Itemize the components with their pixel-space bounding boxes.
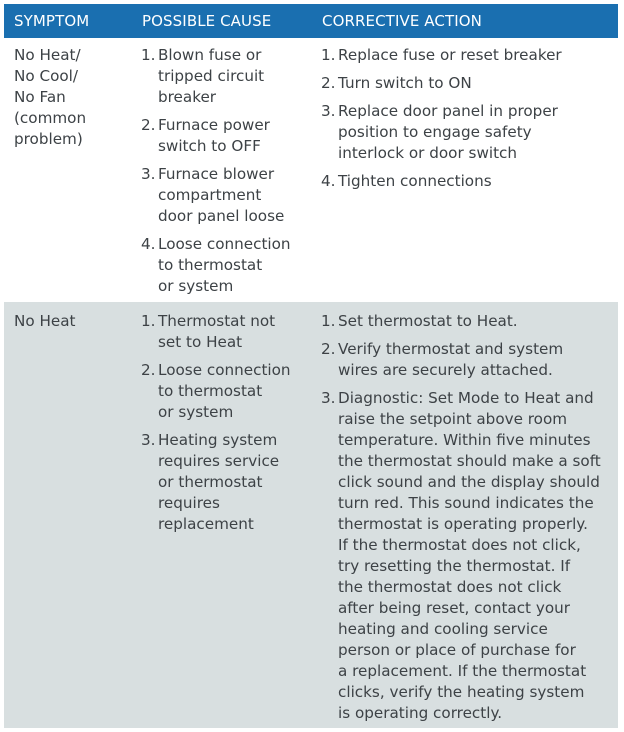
item-text: position to engage safety (338, 123, 532, 141)
action-item (321, 45, 616, 66)
item-number: 3. (321, 389, 336, 407)
item-text: a replacement. If the thermostat (338, 662, 587, 680)
table-row (4, 302, 618, 728)
corrective-action-cell (321, 45, 616, 199)
item-text: raise the setpoint above room (338, 410, 568, 428)
symptom-text: No Heat/ (14, 46, 81, 64)
item-text: Turn switch to ON (338, 74, 472, 92)
item-text: clicks, verify the heating system (338, 683, 585, 701)
item-text: Verify thermostat and system (338, 340, 564, 358)
item-number: 1. (141, 312, 156, 330)
item-text: to thermostat (158, 382, 263, 400)
item-text: the thermostat should make a soft (338, 452, 601, 470)
cause-item (141, 430, 311, 535)
symptom-text: problem) (14, 130, 83, 148)
action-item (321, 311, 616, 332)
item-text: If the thermostat does not click, (338, 536, 581, 554)
item-text: Thermostat not (158, 312, 276, 330)
troubleshooting-table (4, 4, 618, 728)
item-text: Tighten connections (338, 172, 492, 190)
item-text: turn red. This sound indicates the (338, 494, 594, 512)
action-item (321, 171, 616, 192)
item-text: set to Heat (158, 333, 243, 351)
item-text: try resetting the thermostat. If (338, 557, 571, 575)
cause-item (141, 45, 311, 108)
item-text: compartment (158, 186, 262, 204)
item-text: Loose connection (158, 235, 291, 253)
symptom-text: No Fan (14, 88, 66, 106)
action-item (321, 339, 616, 381)
item-text: Loose connection (158, 361, 291, 379)
item-text: Set thermostat to Heat. (338, 312, 518, 330)
header-symptom: SYMPTOM (14, 12, 90, 30)
item-text: thermostat is operating properly. (338, 515, 588, 533)
item-text: or thermostat (158, 473, 263, 491)
item-text: interlock or door switch (338, 144, 518, 162)
action-item (321, 73, 616, 94)
item-text: requires (158, 494, 220, 512)
cause-item (141, 115, 311, 157)
item-text: Replace fuse or reset breaker (338, 46, 562, 64)
table-row (4, 38, 618, 302)
item-number: 1. (321, 312, 336, 330)
corrective-action-cell (321, 311, 616, 731)
item-text: Blown fuse or (158, 46, 262, 64)
cause-item (141, 311, 311, 353)
cause-item (141, 164, 311, 227)
item-number: 3. (321, 102, 336, 120)
possible-cause-cell (141, 45, 311, 304)
item-number: 3. (141, 431, 156, 449)
item-text: or system (158, 277, 234, 295)
item-text: person or place of purchase for (338, 641, 576, 659)
item-number: 2. (141, 361, 156, 379)
item-text: door panel loose (158, 207, 285, 225)
item-text: the thermostat does not click (338, 578, 562, 596)
item-text: to thermostat (158, 256, 263, 274)
possible-cause-cell (141, 311, 311, 542)
item-text: heating and cooling service (338, 620, 548, 638)
item-number: 2. (321, 340, 336, 358)
item-text: wires are securely attached. (338, 361, 553, 379)
cause-item (141, 360, 311, 423)
item-text: Furnace power (158, 116, 270, 134)
item-text: breaker (158, 88, 217, 106)
action-item (321, 388, 616, 724)
item-text: after being reset, contact your (338, 599, 570, 617)
item-text: is operating correctly. (338, 704, 503, 722)
item-text: replacement (158, 515, 254, 533)
item-number: 4. (321, 172, 336, 190)
item-number: 1. (141, 46, 156, 64)
table-header (4, 4, 618, 38)
item-number: 2. (141, 116, 156, 134)
item-text: switch to OFF (158, 137, 261, 155)
item-number: 3. (141, 165, 156, 183)
header-possible-cause: POSSIBLE CAUSE (142, 12, 272, 30)
item-text: Replace door panel in proper (338, 102, 558, 120)
item-text: Heating system (158, 431, 278, 449)
item-number: 1. (321, 46, 336, 64)
item-number: 4. (141, 235, 156, 253)
symptom-cell (14, 45, 124, 150)
header-corrective-action: CORRECTIVE ACTION (322, 12, 482, 30)
item-text: or system (158, 403, 234, 421)
item-text: Furnace blower (158, 165, 275, 183)
symptom-text: (common (14, 109, 87, 127)
symptom-text: No Cool/ (14, 67, 79, 85)
action-item (321, 101, 616, 164)
symptom-text: No Heat (14, 312, 76, 330)
cause-item (141, 234, 311, 297)
symptom-cell (14, 311, 124, 332)
item-text: temperature. Within five minutes (338, 431, 591, 449)
item-text: Diagnostic: Set Mode to Heat and (338, 389, 594, 407)
item-number: 2. (321, 74, 336, 92)
item-text: requires service (158, 452, 280, 470)
item-text: tripped circuit (158, 67, 265, 85)
item-text: click sound and the display should (338, 473, 600, 491)
